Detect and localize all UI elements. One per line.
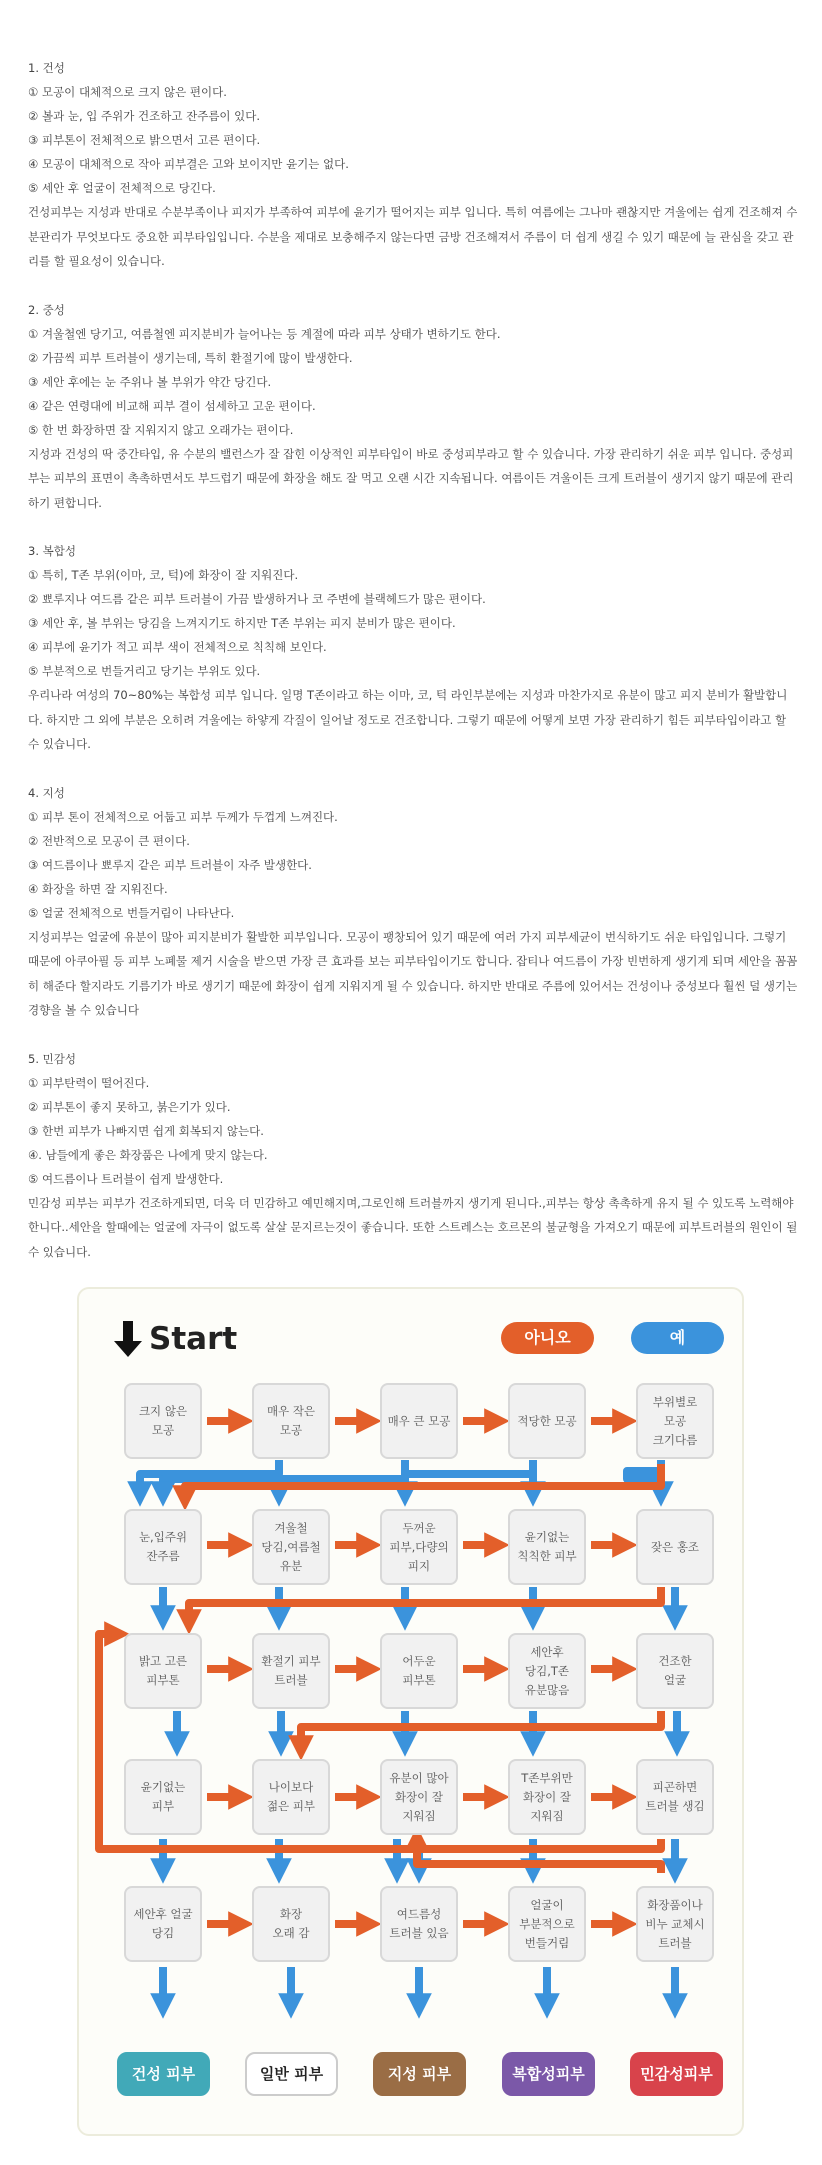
question-node: 여드름성 트러블 있음 — [380, 1886, 458, 1962]
question-node: 윤기없는 칙칙한 피부 — [508, 1509, 586, 1585]
arrow-no — [301, 1711, 661, 1748]
section-description: 민감성 피부는 피부가 건조하게되면, 더욱 더 민감하고 예민해지며,그로인해 트러블까지 생기게 된니다.,피부는 항상 촉촉하게 유지 될 수 있도록 노력해야 한니다..세안을 할때에는 얼굴에 자극이 없도록 살살 문지르는것이 좋습니다. 또한 스트레스는 호르몬의 불균형을 가져오기 때문에 피부트러블의 원인이 될 수 있습니다. — [28, 1195, 798, 1259]
list-item: ④. 남들에게 좋은 화장품은 나에게 맞지 않는다. — [28, 1147, 268, 1162]
question-node: 적당한 모공 — [508, 1383, 586, 1459]
question-node: 부위별로 모공 크기다름 — [636, 1383, 714, 1459]
question-node: 세안후 당김,T존 유분많음 — [508, 1633, 586, 1709]
question-node: 겨울철 당김,여름철 유분 — [252, 1509, 330, 1585]
question-node: 세안후 얼굴 당김 — [124, 1886, 202, 1962]
question-node: 화장품이나 비누 교체시 트러블 — [636, 1886, 714, 1962]
skin-type-flowchart — [77, 1287, 744, 2136]
list-item: ④ 화장을 하면 잘 지워진다. — [28, 881, 168, 896]
list-item: ① 특히, T존 부위(이마, 코, 턱)에 화장이 잘 지워진다. — [28, 568, 299, 582]
section-description: 건성피부는 지성과 반대로 수분부족이나 피지가 부족하여 피부에 윤기가 떨어지는 피부 입니다. 특히 여름에는 그나마 괜찮지만 겨울에는 쉽게 건조해져 수분관리가 무엇보다도 중요한 피부타입입니다. 수분을 제대로 보충해주지 않는다면 금방 건조해져서 주름이 더 쉽게 생길 수 있기 때문에 늘 관심을 갖고 관리를 할 필요성이 있습니다. — [28, 205, 798, 268]
result-sensitive-skin: 민감성피부 — [630, 2052, 723, 2096]
section-normal — [28, 298, 798, 516]
question-node: T존부위만 화장이 잘 지워짐 — [508, 1759, 586, 1835]
result-dry-skin: 건성 피부 — [117, 2052, 210, 2096]
question-node: 건조한 얼굴 — [636, 1633, 714, 1709]
list-item: ④ 모공이 대체적으로 작아 피부결은 고와 보이지만 윤기는 없다. — [28, 157, 349, 171]
list-item: ④ 같은 연령대에 비교해 피부 결이 섬세하고 고운 편이다. — [28, 398, 316, 413]
list-item: ⑤ 세안 후 얼굴이 전체적으로 당긴다. — [28, 181, 216, 195]
list-item: ① 피부 톤이 전체적으로 어둡고 피부 두께가 두껍게 느껴진다. — [28, 809, 338, 824]
section-title: 3. 복합성 — [28, 544, 76, 558]
list-item: ③ 세안 후에는 눈 주위나 볼 부위가 약간 당긴다. — [28, 374, 272, 389]
question-node: 크지 않은 모공 — [124, 1383, 202, 1459]
start-label: Start — [149, 1321, 238, 1357]
section-oily — [28, 781, 798, 1023]
list-item: ② 볼과 눈, 입 주위가 건조하고 잔주름이 있다. — [28, 109, 261, 123]
list-item: ⑤ 부분적으로 번들거리고 당기는 부위도 있다. — [28, 664, 261, 678]
question-node: 어두운 피부톤 — [380, 1633, 458, 1709]
list-item: ② 피부톤이 좋지 못하고, 붉은기가 있다. — [28, 1099, 231, 1114]
list-item: ① 피부탄력이 떨어진다. — [28, 1075, 150, 1090]
list-item: ① 모공이 대체적으로 크지 않은 편이다. — [28, 85, 227, 99]
result-combination-skin: 복합성피부 — [502, 2052, 595, 2096]
question-node: 환절기 피부 트러블 — [252, 1633, 330, 1709]
list-item: ② 전반적으로 모공이 큰 편이다. — [28, 833, 190, 848]
question-node: 매우 큰 모공 — [380, 1383, 458, 1459]
list-item: ① 겨울철엔 당기고, 여름철엔 피지분비가 늘어나는 등 계절에 따라 피부 상태가 변하기도 한다. — [28, 326, 501, 341]
article — [28, 56, 798, 1288]
list-item: ④ 피부에 윤기가 적고 피부 색이 전체적으로 칙칙해 보인다. — [28, 640, 327, 654]
section-description: 지성과 건성의 딱 중간타입, 유 수분의 밸런스가 잘 잡힌 이상적인 피부타입이 바로 중성피부라고 할 수 있습니다. 가장 관리하기 쉬운 피부 입니다. 중성피부는 피부의 표면이 촉촉하면서도 부드럽기 때문에 화장을 해도 잘 먹고 오랜 시간 지속됩니다. 여름이든 겨울이든 크게 트러블이 생기지 않기 때문에 관리하기 편합니다. — [28, 446, 794, 510]
list-item: ② 뾰루지나 여드름 같은 피부 트러블이 가끔 발생하거나 코 주변에 블랙헤드가 많은 편이다. — [28, 592, 486, 606]
list-item: ③ 여드름이나 뾰루지 같은 피부 트러블이 자주 발생한다. — [28, 857, 312, 872]
legend-yes: 예 — [631, 1322, 724, 1354]
section-combination — [28, 539, 798, 757]
arrow-no — [189, 1587, 661, 1622]
question-node: 윤기없는 피부 — [124, 1759, 202, 1835]
section-title: 5. 민감성 — [28, 1051, 76, 1066]
result-normal-skin: 일반 피부 — [245, 2052, 338, 2096]
section-title: 2. 중성 — [28, 302, 65, 317]
question-node: 화장 오래 감 — [252, 1886, 330, 1962]
section-title: 1. 건성 — [28, 61, 65, 75]
list-item: ③ 한번 피부가 나빠지면 쉽게 회복되지 않는다. — [28, 1123, 264, 1138]
question-node: 나이보다 젊은 피부 — [252, 1759, 330, 1835]
question-node: 두꺼운 피부,다량의 피지 — [380, 1509, 458, 1585]
legend-no: 아니오 — [501, 1322, 594, 1354]
question-node: 눈,입주위 잔주름 — [124, 1509, 202, 1585]
list-item: ⑤ 한 번 화장하면 잘 지워지지 않고 오래가는 편이다. — [28, 422, 294, 437]
list-item: ⑤ 여드름이나 트러블이 쉽게 발생한다. — [28, 1171, 224, 1186]
question-node: 매우 작은 모공 — [252, 1383, 330, 1459]
question-node: 밝고 고른 피부톤 — [124, 1633, 202, 1709]
list-item: ⑤ 얼굴 전체적으로 번들거림이 나타난다. — [28, 905, 235, 920]
question-node: 유분이 많아 화장이 잘 지워짐 — [380, 1759, 458, 1835]
list-item: ② 가끔씩 피부 트러블이 생기는데, 특히 환절기에 많이 발생한다. — [28, 350, 353, 365]
result-oily-skin: 지성 피부 — [373, 2052, 466, 2096]
question-node: 피곤하면 트러블 생김 — [636, 1759, 714, 1835]
question-node: 얼굴이 부분적으로 번들거림 — [508, 1886, 586, 1962]
arrow-no — [417, 1839, 661, 1873]
section-description: 지성피부는 얼굴에 유분이 많아 피지분비가 활발한 피부입니다. 모공이 팽창되어 있기 때문에 여러 가지 피부세균이 번식하기도 쉬운 타입입니다. 그렇기 때문에 아쿠아필 등 피부 노폐물 제거 시술을 받으면 가장 큰 효과를 보는 피부타입이기도 합니다. 잡티나 여드름이 가장 빈번하게 생기게 되며 세안을 꼼꼼히 해준다 할지라도 기름기가 바로 생기기 때문에 화장이 쉽게 지워지게 될 수 있습니다. 하지만 반대로 주름에 있어서는 건성이나 중성보다 훨씬 덜 생기는 경향을 볼 수 있습니다 — [28, 929, 798, 1017]
list-item: ③ 세안 후, 볼 부위는 당김을 느껴지기도 하지만 T존 부위는 피지 분비가 많은 편이다. — [28, 616, 456, 630]
list-item: ③ 피부톤이 전체적으로 밝으면서 고른 편이다. — [28, 133, 261, 147]
section-title: 4. 지성 — [28, 785, 65, 800]
section-dry — [28, 56, 798, 274]
section-sensitive — [28, 1047, 798, 1265]
question-node: 잦은 홍조 — [636, 1509, 714, 1585]
section-description: 우리나라 여성의 70~80%는 복합성 피부 입니다. 일명 T존이라고 하는 이마, 코, 턱 라인부분에는 지성과 마찬가지로 유분이 많고 피지 분비가 활발합니다. 하지만 그 외에 부분은 오히려 겨울에는 하얗게 각질이 일어날 정도로 건조합니다. 그렇기 때문에 어떻게 보면 가장 관리하기 힘든 피부타입이라고 할 수 있습니다. — [28, 688, 788, 751]
